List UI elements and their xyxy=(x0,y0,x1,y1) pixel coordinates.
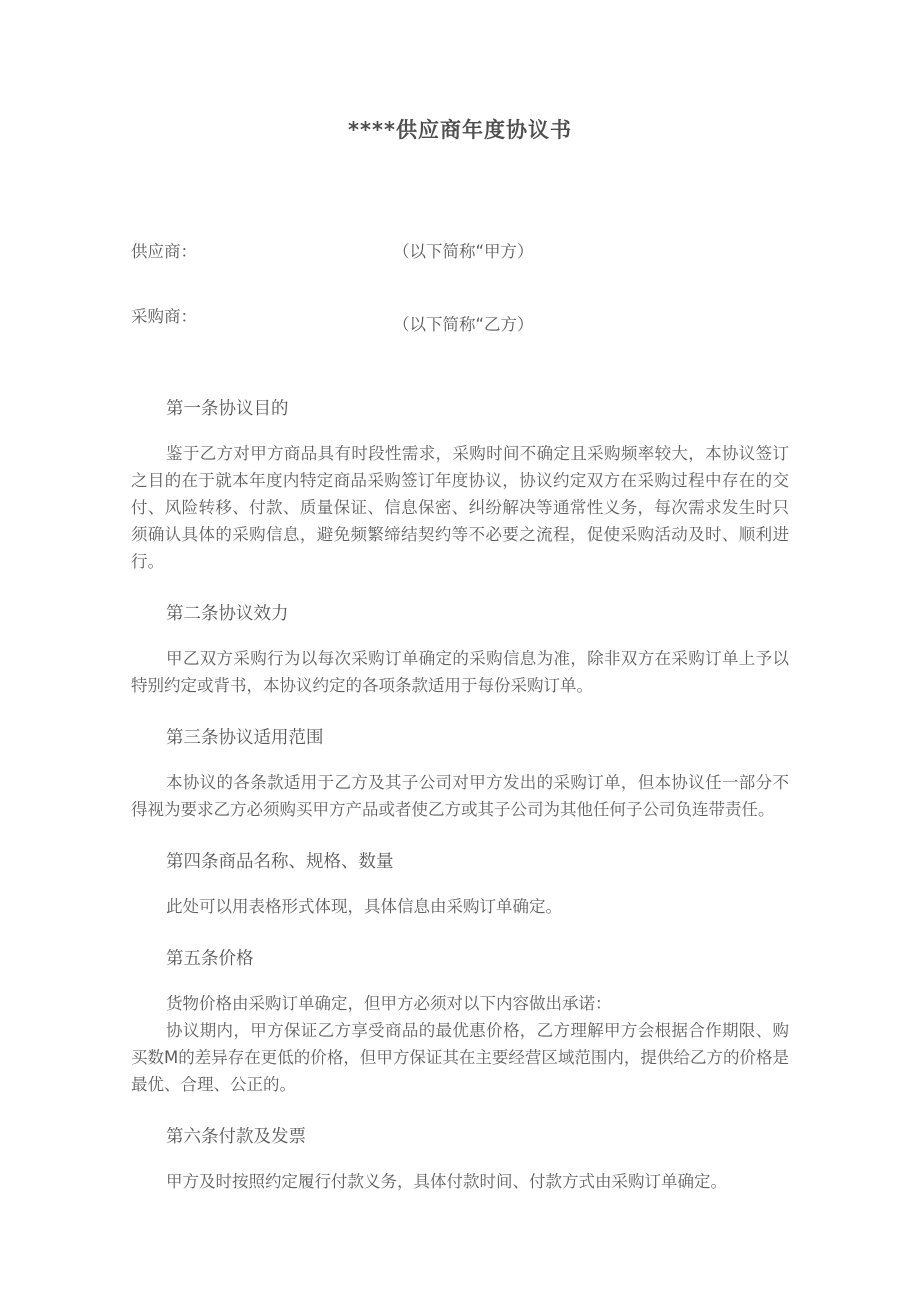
party-label: 供应商： xyxy=(131,242,197,261)
section-heading: 第三条协议适用范围 xyxy=(166,728,324,748)
section-paragraph: 协议期内，甲方保证乙方享受商品的最优惠价格，乙方理解甲方会根据合作期限、购买数M的差异存在更低的价格，但甲方保证其在主要经营区域范围内，提供给乙方的价格是最优、合理、公正的。 xyxy=(131,1021,789,1094)
section-paragraph: 本协议的各条款适用于乙方及其子公司对甲方发出的采购订单，但本协议任一部分不得视为要求乙方必须购买甲方产品或者使乙方或其子公司为其他任何子公司负连带责任。 xyxy=(131,773,789,819)
section-4 xyxy=(131,849,789,920)
party-label: 采购商： xyxy=(131,307,197,326)
section-paragraph: 甲乙双方采购行为以每次采购订单确定的采购信息为准，除非双方在采购订单上予以特别约定或背书，本协议约定的各项条款适用于每份采购订单。 xyxy=(131,649,789,695)
document-title: ****供应商年度协议书 xyxy=(348,118,572,142)
section-5 xyxy=(131,946,789,1098)
section-3 xyxy=(131,725,789,823)
section-paragraph: 鉴于乙方对甲方商品具有时段性需求，采购时间不确定且采购频率较大，本协议签订之目的在于就本年度内特定商品采购签订年度协议，协议约定双方在采购过程中存在的交付、风险转移、付款、质量保证、信息保密、纠纷解决等通常性义务，每次需求发生时只须确认具体的采购信息，避免频繁缔结契约等不必要之流程，促使采购活动及时、顺利进行。 xyxy=(131,444,789,571)
section-paragraph: 货物价格由采购订单确定，但甲方必须对以下内容做出承诺： xyxy=(166,994,612,1013)
party-row-supplier xyxy=(131,240,791,305)
section-heading: 第一条协议目的 xyxy=(166,399,289,419)
section-heading: 第四条商品名称、规格、数量 xyxy=(166,852,394,872)
party-alias-note: （以下简称“甲方） xyxy=(393,242,534,261)
section-heading: 第二条协议效力 xyxy=(166,604,289,624)
party-block xyxy=(131,240,791,370)
document-body xyxy=(131,396,789,1195)
section-heading: 第五条价格 xyxy=(166,949,254,969)
party-row-purchaser xyxy=(131,305,791,370)
section-heading: 第六条付款及发票 xyxy=(166,1127,306,1147)
section-paragraph: 甲方及时按照约定履行付款义务，具体付款时间、付款方式由采购订单确定。 xyxy=(166,1172,727,1191)
section-2 xyxy=(131,601,789,699)
section-6 xyxy=(131,1124,789,1195)
section-paragraph: 此处可以用表格形式体现，具体信息由采购订单确定。 xyxy=(166,897,562,916)
section-1 xyxy=(131,396,789,575)
party-alias-note: （以下简称“乙方） xyxy=(393,315,534,334)
